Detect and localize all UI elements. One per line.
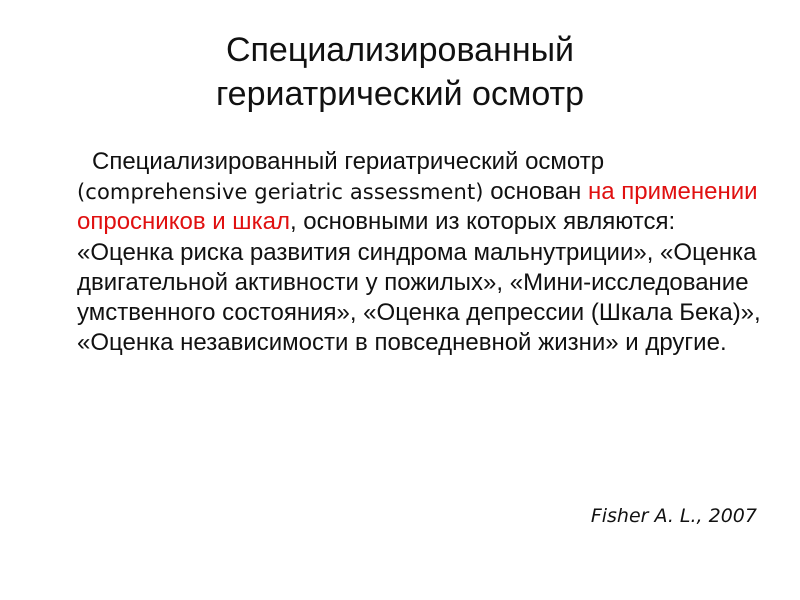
citation: Fisher A. L., 2007	[590, 505, 757, 527]
highlighted-text: на применении опросников и шкал	[77, 178, 758, 236]
english-term: (comprehensive geriatric assessment)	[77, 180, 484, 205]
slide-title-line-1: Специализированный	[225, 31, 575, 69]
slide-title-line-2: гериатрический осмотр	[216, 75, 584, 113]
body-paragraph	[77, 147, 767, 358]
body-rest-text: , основными из которых являются: «Оценка риска развития синдрома мальнутриции», «Оценка двигательной активности у пожилых», «Мини-исследование умственного состояния», «Оценка депрессии (Шкала Бека)», «Оценка независимости в повседневной жизни» и другие.	[77, 208, 761, 357]
body-lead-text: Специализированный гериатрический осмотр	[92, 148, 605, 175]
slide-title	[0, 28, 800, 116]
body-mid-text: основан	[490, 178, 582, 206]
